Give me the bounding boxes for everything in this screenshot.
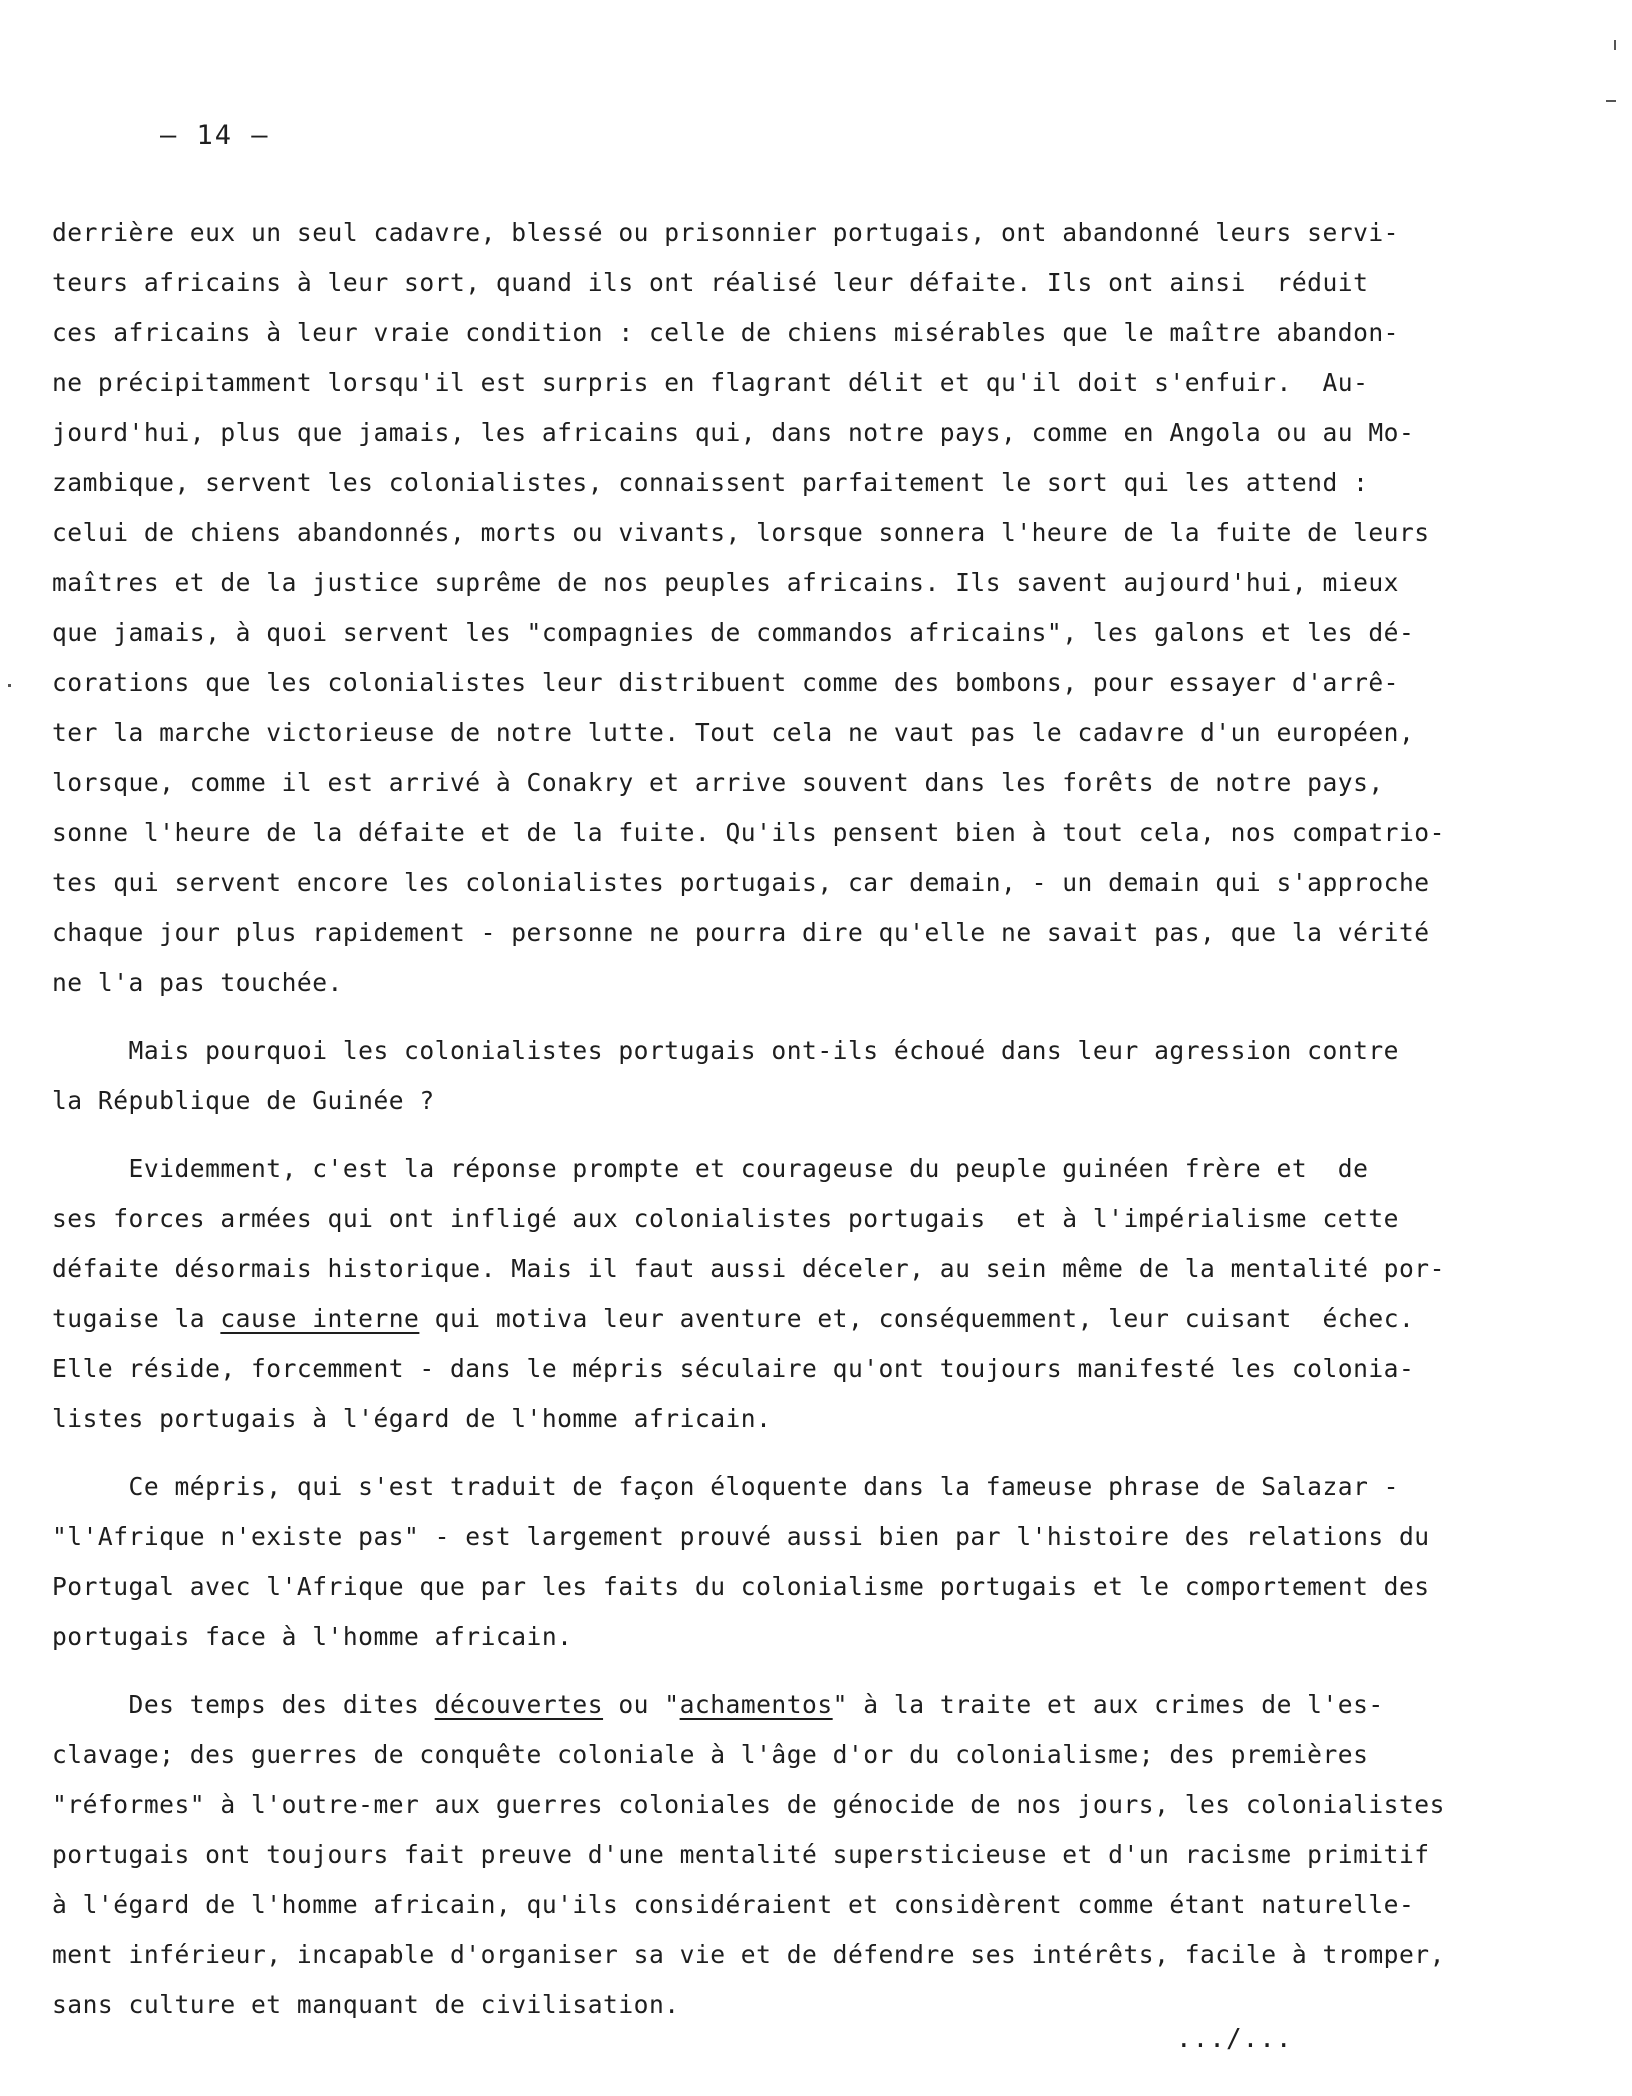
text-segment: Des temps des dites <box>52 1690 435 1719</box>
scan-mark <box>1614 40 1616 50</box>
text-line: que jamais, à quoi servent les "compagnies de commandos africains", les galons et les dé- <box>52 618 1415 647</box>
text-line: ment inférieur, incapable d'organiser sa vie et de défendre ses intérêts, facile à tromper, <box>52 1940 1445 1969</box>
paragraph <box>52 1462 1492 1662</box>
paragraph <box>52 1026 1492 1126</box>
text-line: corations que les colonialistes leur distribuent comme des bombons, pour essayer d'arrê- <box>52 668 1399 697</box>
text-line: ses forces armées qui ont infligé aux colonialistes portugais et à l'impérialisme cette <box>52 1204 1399 1233</box>
scan-mark <box>1606 100 1616 102</box>
text-line: sonne l'heure de la défaite et de la fuite. Qu'ils pensent bien à tout cela, nos compatrio- <box>52 818 1445 847</box>
text-line: ter la marche victorieuse de notre lutte. Tout cela ne vaut pas le cadavre d'un européen, <box>52 718 1415 747</box>
text-line: derrière eux un seul cadavre, blessé ou prisonnier portugais, ont abandonné leurs servi- <box>52 218 1399 247</box>
underlined-phrase: découvertes <box>434 1690 604 1719</box>
paragraph-gap <box>52 1126 1492 1144</box>
text-segment: tugaise la <box>52 1304 221 1333</box>
text-segment: qui motiva leur aventure et, conséquemment, leur cuisant échec. <box>419 1304 1415 1333</box>
text-line: Elle réside, forcemment - dans le mépris séculaire qu'ont toujours manifesté les colonia- <box>52 1354 1415 1383</box>
page-number: – 14 – <box>160 120 270 151</box>
text-segment: " à la traite et aux crimes de l'es- <box>832 1690 1384 1719</box>
text-line: chaque jour plus rapidement - personne ne pourra dire qu'elle ne savait pas, que la vérité <box>52 918 1430 947</box>
text-line: la République de Guinée ? <box>52 1086 435 1115</box>
text-line: ne précipitamment lorsqu'il est surpris en flagrant délit et qu'il doit s'enfuir. Au- <box>52 368 1369 397</box>
text-line: portugais face à l'homme africain. <box>52 1622 573 1651</box>
paragraph <box>52 1144 1492 1444</box>
paragraph <box>52 208 1492 1008</box>
continuation-marker: .../... <box>1176 2024 1293 2054</box>
scan-mark <box>8 684 11 687</box>
text-line <box>52 1294 1492 1344</box>
text-line: Portugal avec l'Afrique que par les faits du colonialisme portugais et le comportement des <box>52 1572 1430 1601</box>
text-line: jourd'hui, plus que jamais, les africains qui, dans notre pays, comme en Angola ou au Mo- <box>52 418 1415 447</box>
text-line: clavage; des guerres de conquête coloniale à l'âge d'or du colonialisme; des premières <box>52 1740 1369 1769</box>
text-line: ces africains à leur vraie condition : celle de chiens misérables que le maître abandon- <box>52 318 1399 347</box>
text-line: zambique, servent les colonialistes, connaissent parfaitement le sort qui les attend : <box>52 468 1369 497</box>
text-line: lorsque, comme il est arrivé à Conakry et arrive souvent dans les forêts de notre pays, <box>52 768 1384 797</box>
text-segment: ou " <box>603 1690 680 1719</box>
text-line: "réformes" à l'outre-mer aux guerres coloniales de génocide de nos jours, les colonialistes <box>52 1790 1445 1819</box>
text-line <box>52 1680 1492 1730</box>
text-line: Evidemment, c'est la réponse prompte et courageuse du peuple guinéen frère et de <box>52 1154 1369 1183</box>
underlined-phrase: cause interne <box>220 1304 420 1333</box>
text-line: Mais pourquoi les colonialistes portugais ont-ils échoué dans leur agression contre <box>52 1036 1399 1065</box>
text-line: sans culture et manquant de civilisation. <box>52 1990 680 2019</box>
paragraph <box>52 1680 1492 2030</box>
document-body <box>52 208 1492 2030</box>
text-line: défaite désormais historique. Mais il faut aussi déceler, au sein même de la mentalité por- <box>52 1254 1445 1283</box>
text-line: celui de chiens abandonnés, morts ou vivants, lorsque sonnera l'heure de la fuite de leurs <box>52 518 1430 547</box>
text-line: à l'égard de l'homme africain, qu'ils considéraient et considèrent comme étant naturelle- <box>52 1890 1415 1919</box>
underlined-phrase: achamentos <box>679 1690 833 1719</box>
text-line: listes portugais à l'égard de l'homme africain. <box>52 1404 772 1433</box>
text-line: maîtres et de la justice suprême de nos peuples africains. Ils savent aujourd'hui, mieux <box>52 568 1399 597</box>
text-line: portugais ont toujours fait preuve d'une mentalité supersticieuse et d'un racisme primitif <box>52 1840 1430 1869</box>
paragraph-gap <box>52 1008 1492 1026</box>
paragraph-gap <box>52 1662 1492 1680</box>
paragraph-gap <box>52 1444 1492 1462</box>
text-line: teurs africains à leur sort, quand ils ont réalisé leur défaite. Ils ont ainsi réduit <box>52 268 1369 297</box>
text-line: Ce mépris, qui s'est traduit de façon éloquente dans la fameuse phrase de Salazar - <box>52 1472 1399 1501</box>
text-line: tes qui servent encore les colonialistes portugais, car demain, - un demain qui s'approche <box>52 868 1430 897</box>
text-line: "l'Afrique n'existe pas" - est largement prouvé aussi bien par l'histoire des relations du <box>52 1522 1430 1551</box>
text-line: ne l'a pas touchée. <box>52 968 343 997</box>
